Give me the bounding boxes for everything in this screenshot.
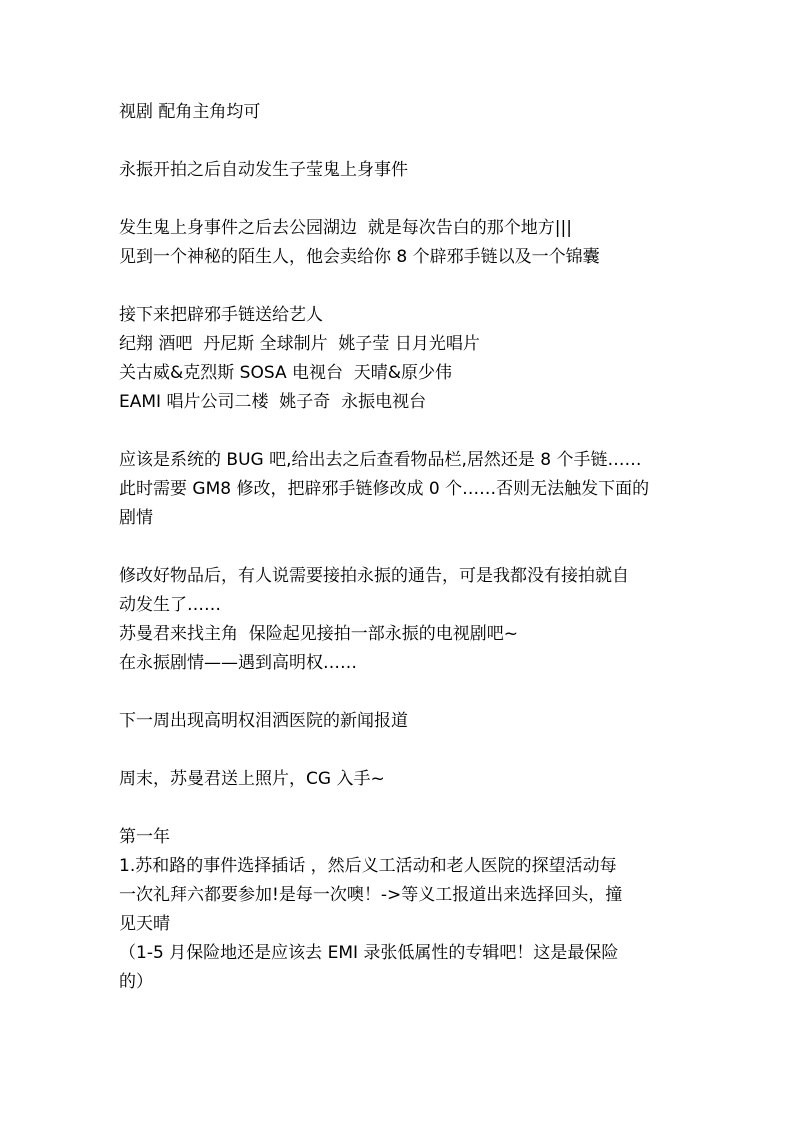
text-line: 关古威&克烈斯 SOSA 电视台 天晴&原少伟 [119,363,453,383]
text-line: 周末，苏曼君送上照片，CG 入手~ [119,769,385,789]
paragraph [119,156,679,185]
text-line: 的） [119,972,153,992]
text-line: 见天晴 [119,914,170,934]
paragraph [119,446,679,533]
text-line: 视剧 配角主角均可 [119,102,261,122]
text-line: 永振开拍之后自动发生子莹鬼上身事件 [119,160,408,180]
text-line: EAMI 唱片公司二楼 姚子奇 永振电视台 [119,392,427,412]
text-line: 剧情 [119,508,153,528]
text-line: 下一周出现高明权泪洒医院的新闻报道 [119,711,408,731]
paragraph [119,98,679,127]
text-line: 修改好物品后，有人说需要接拍永振的通告，可是我都没有接拍就自 [119,566,629,586]
document-body [119,98,679,1026]
paragraph [119,562,679,678]
text-line: 动发生了…… [119,595,221,615]
paragraph [119,765,679,794]
text-line: 见到一个神秘的陌生人，他会卖给你 8 个辟邪手链以及一个锦囊 [119,247,600,267]
text-line: 一次礼拜六都要参加!是每一次噢！->等义工报道出来选择回头，撞 [119,885,623,905]
text-line: 在永振剧情——遇到高明权…… [119,653,357,673]
text-line: （1-5 月保险地还是应该去 EMI 录张低属性的专辑吧！这是最保险 [119,943,619,963]
text-line: 应该是系统的 BUG 吧,给出去之后查看物品栏,居然还是 8 个手链…… [119,450,642,470]
paragraph [119,707,679,736]
paragraph [119,823,679,997]
text-line: 苏曼君来找主角 保险起见接拍一部永振的电视剧吧~ [119,624,519,644]
text-line: 此时需要 GM8 修改，把辟邪手链修改成 0 个……否则无法触发下面的 [119,479,650,499]
text-line: 接下来把辟邪手链送给艺人 [119,305,323,325]
text-line: 1.苏和路的事件选择插话 ，然后义工活动和老人医院的探望活动每 [119,856,617,876]
paragraph [119,214,679,272]
text-line: 发生鬼上身事件之后去公园湖边 就是每次告白的那个地方||| [119,218,572,238]
text-line: 第一年 [119,827,170,847]
text-line: 纪翔 酒吧 丹尼斯 全球制片 姚子莹 日月光唱片 [119,334,480,354]
paragraph [119,301,679,417]
